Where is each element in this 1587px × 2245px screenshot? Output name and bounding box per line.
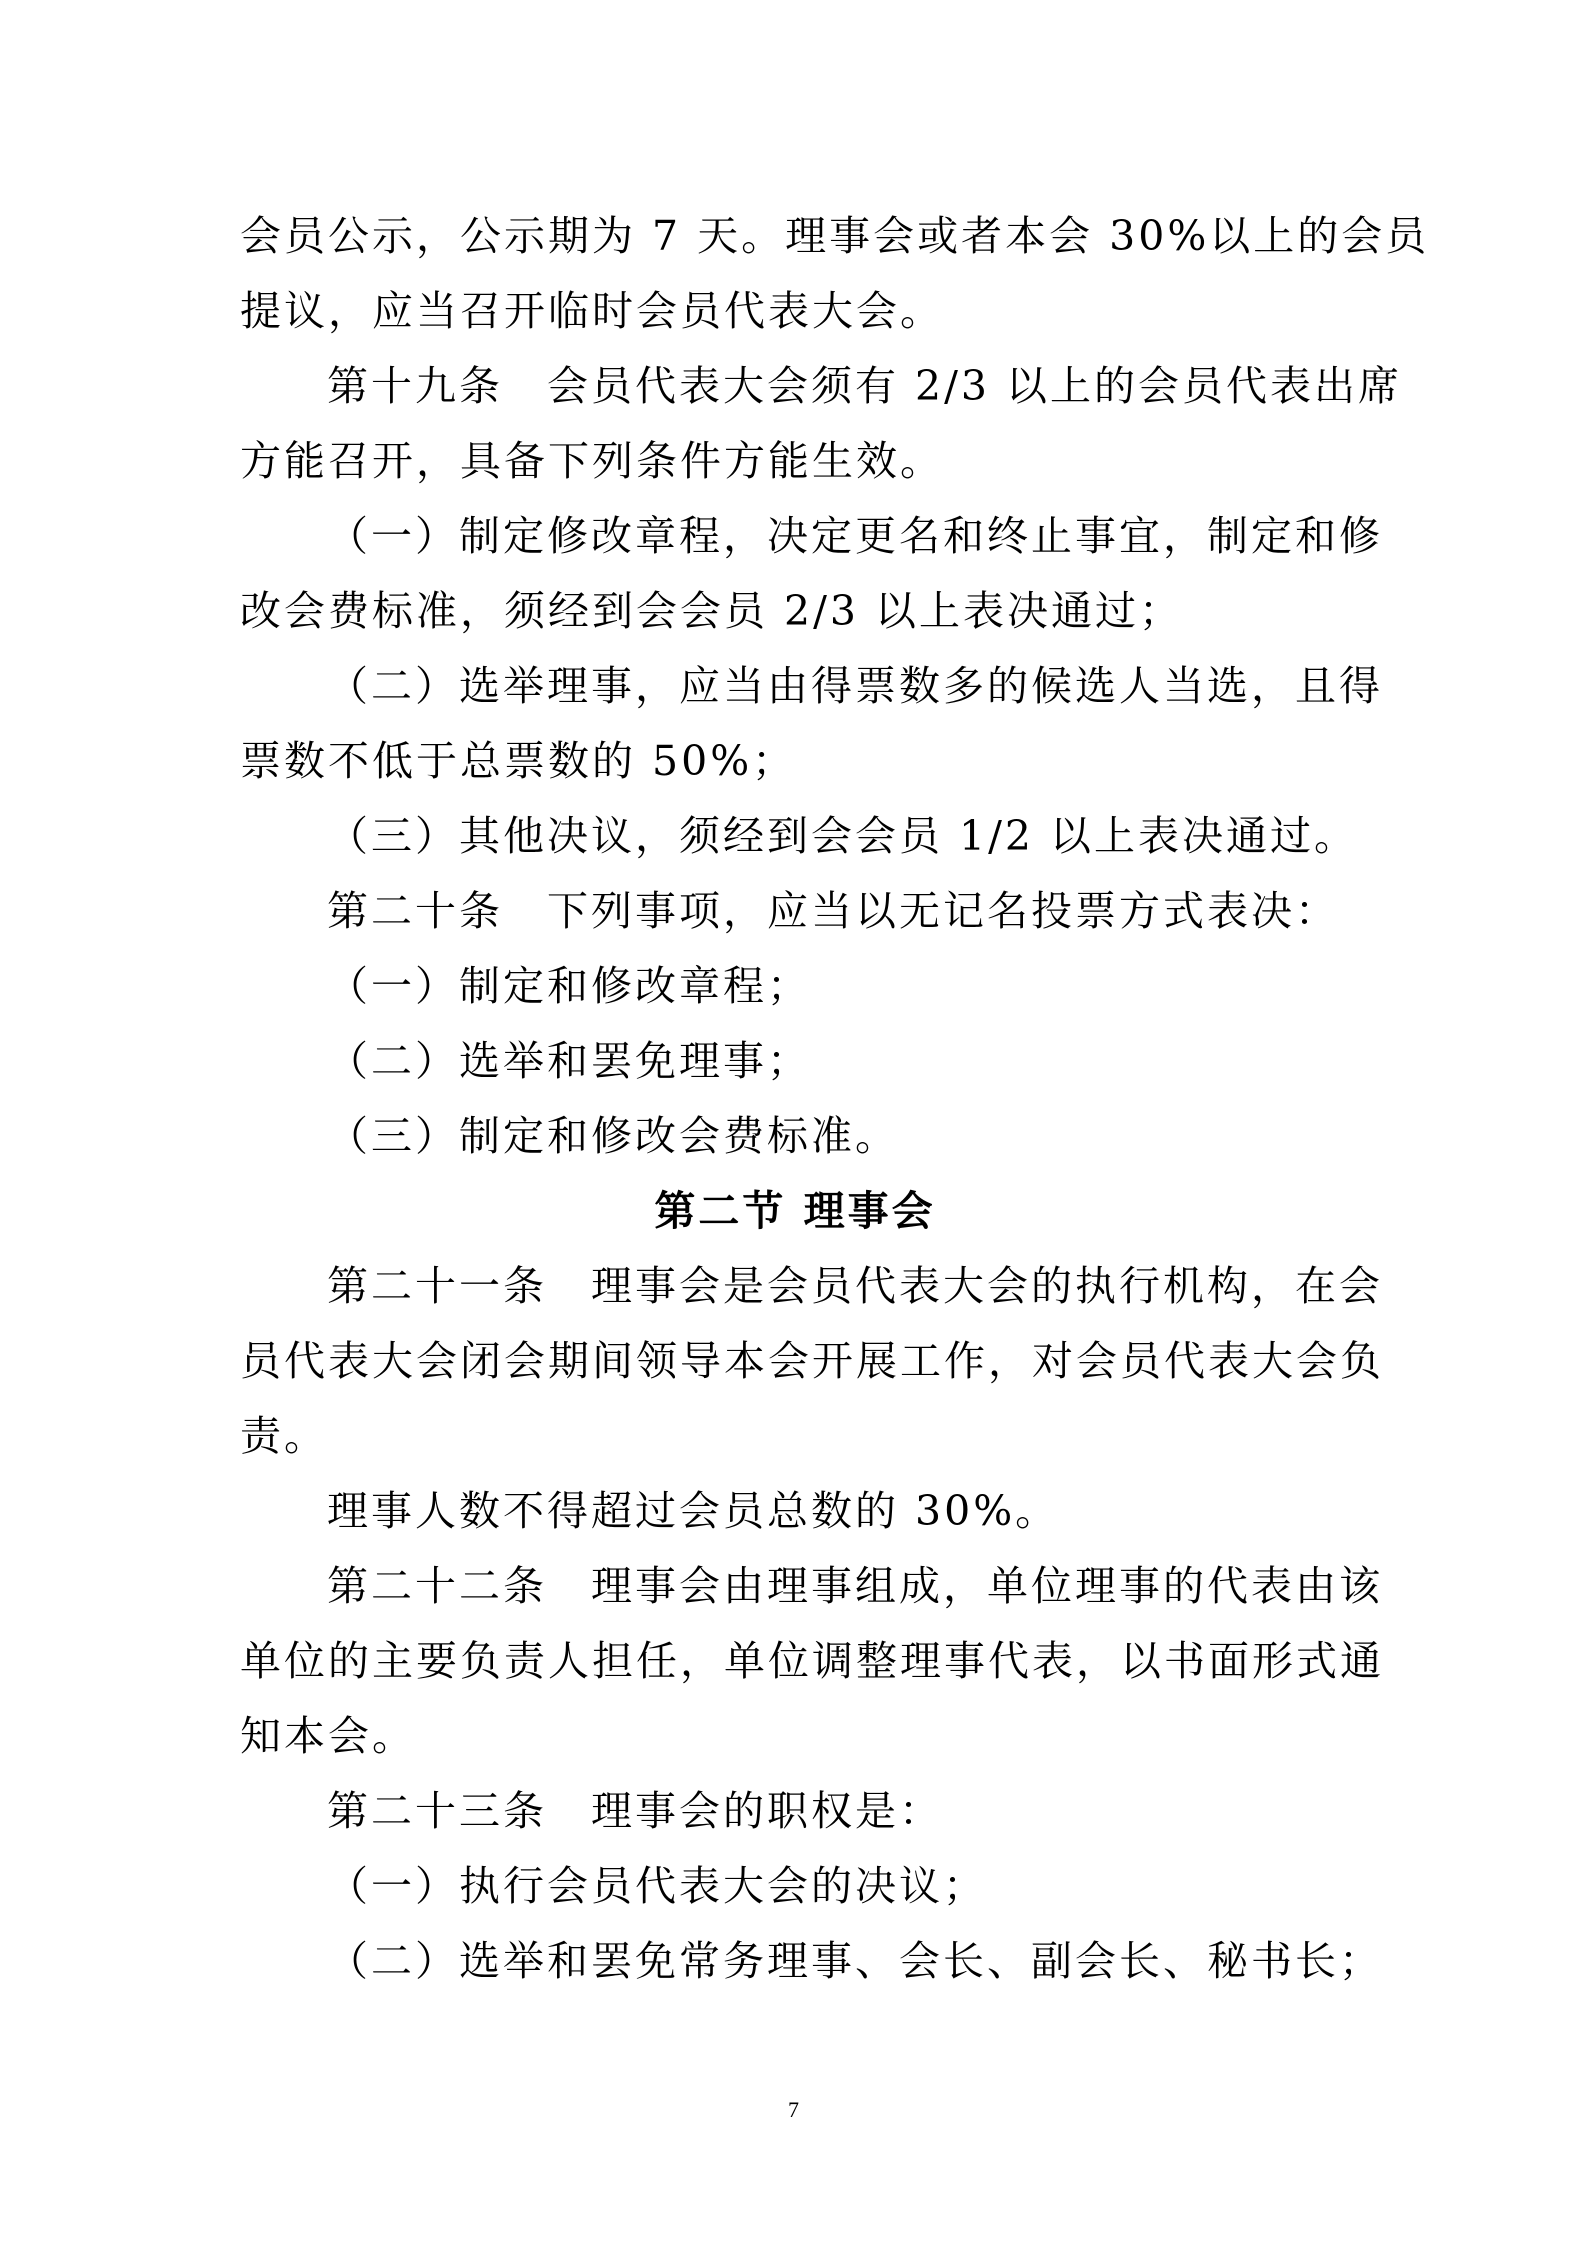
text-line: 单位的主要负责人担任，单位调整理事代表，以书面形式通 [240, 1637, 1384, 1685]
section-heading: 第二节 理事会 [654, 1187, 936, 1235]
text-line: 知本会。 [240, 1712, 416, 1760]
text-line: 第二十二条 理事会由理事组成，单位理事的代表由该 [327, 1562, 1383, 1610]
page-number: 7 [788, 2097, 799, 2122]
text-line: 方能召开，具备下列条件方能生效。 [240, 437, 944, 485]
text-line: （三）制定和修改会费标准。 [327, 1112, 899, 1160]
text-line: （一）制定修改章程，决定更名和终止事宜，制定和修 [327, 512, 1383, 560]
text-line: 理事人数不得超过会员总数的 30%。 [327, 1487, 1060, 1535]
text-line: （一）制定和修改章程； [327, 962, 811, 1010]
text-line: 提议，应当召开临时会员代表大会。 [240, 287, 944, 335]
text-line: 票数不低于总票数的 50%； [240, 737, 797, 785]
text-line: 第二十条 下列事项，应当以无记名投票方式表决： [327, 887, 1339, 935]
text-line: （三）其他决议，须经到会会员 1/2 以上表决通过。 [327, 812, 1359, 860]
text-line: 员代表大会闭会期间领导本会开展工作，对会员代表大会负 [240, 1337, 1384, 1385]
text-line: （一）执行会员代表大会的决议； [327, 1862, 987, 1910]
text-line: 第二十三条 理事会的职权是： [327, 1787, 943, 1835]
text-line: 责。 [240, 1412, 328, 1460]
text-line: （二）选举和罢免理事； [327, 1037, 811, 1085]
text-line: 第十九条 会员代表大会须有 2/3 以上的会员代表出席 [327, 362, 1403, 410]
text-line: 改会费标准，须经到会会员 2/3 以上表决通过； [240, 587, 1184, 635]
text-line: 第二十一条 理事会是会员代表大会的执行机构，在会 [327, 1262, 1383, 1310]
text-line: （二）选举和罢免常务理事、会长、副会长、秘书长； [327, 1937, 1383, 1985]
text-line: （二）选举理事，应当由得票数多的候选人当选，且得 [327, 662, 1383, 710]
text-line: 会员公示，公示期为 7 天。理事会或者本会 30%以上的会员 [240, 212, 1430, 260]
